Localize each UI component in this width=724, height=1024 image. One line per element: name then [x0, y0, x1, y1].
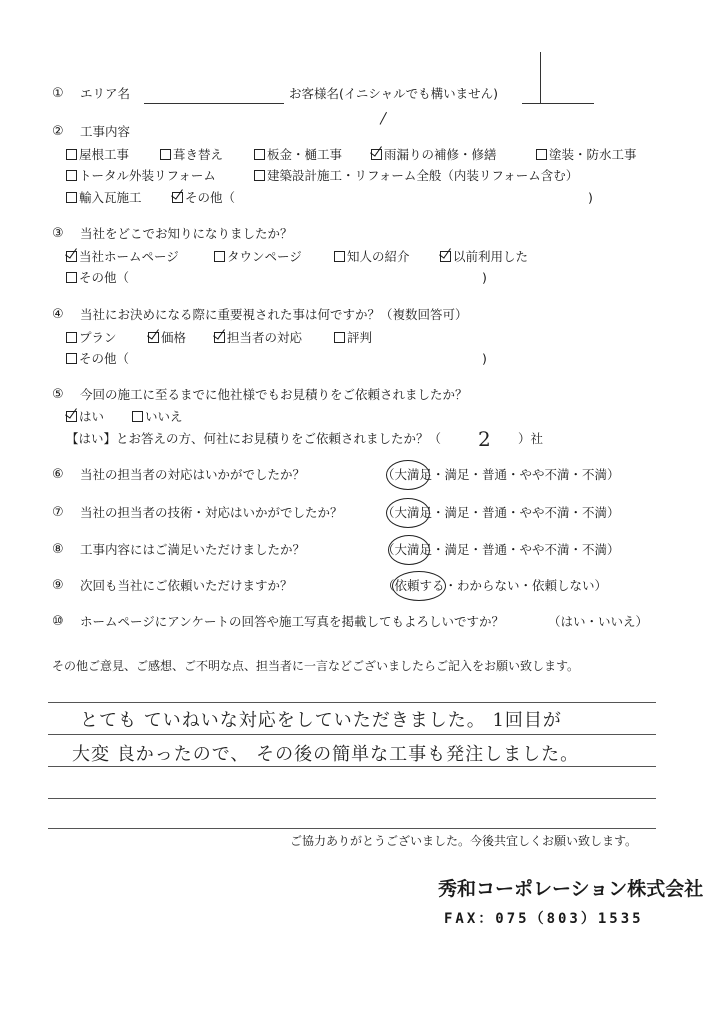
q10-label: ホームページにアンケートの回答や施工写真を掲載してもよろしいですか？	[80, 614, 505, 629]
q4-number: ④	[52, 307, 64, 322]
q2-number: ②	[52, 124, 64, 139]
q2-option-leak-repair[interactable]: 雨漏りの補修・修繕	[371, 147, 497, 163]
checkbox[interactable]	[334, 332, 345, 343]
q5-count-handwritten[interactable]: 2	[478, 427, 492, 451]
checkbox[interactable]	[214, 251, 225, 262]
comment-line-5	[48, 828, 656, 829]
q1-customer-label: お客様名(イニシャルでも構いません)	[289, 86, 499, 101]
checkbox[interactable]	[160, 149, 171, 160]
q10-scale: （はい・いいえ）	[548, 614, 649, 629]
q2-option-painting[interactable]: 塗装・防水工事	[536, 147, 637, 163]
q8-number: ⑧	[52, 542, 64, 557]
checkbox[interactable]	[536, 149, 547, 160]
q5-followup: 【はい】とお答えの方、何社にお見積りをご依頼されましたか？（	[66, 431, 442, 446]
q9-scale: （依頼する・わからない・依頼しない）	[382, 578, 608, 593]
checkbox[interactable]	[66, 192, 77, 203]
closing-message: ご協力ありがとうございました。今後共宜しくお願い致します。	[290, 834, 638, 848]
q8-scale: （大満足・満足・普通・やや不満・不満）	[382, 542, 620, 557]
checkbox[interactable]	[66, 149, 77, 160]
q2-option-reroof[interactable]: 葺き替え	[160, 147, 223, 163]
checkbox-checked[interactable]	[66, 411, 77, 422]
comments-prompt: その他ご意見、ご感想、ご不明な点、担当者に一言などございましたらご記入をお願い致します。	[52, 659, 580, 673]
comment-handwritten-line-1[interactable]: とても ていねいな対応をしていただきました。 1回目が	[80, 710, 562, 731]
q9-label: 次回も当社にご依頼いただけますか？	[80, 578, 293, 593]
q5-followup-end: ）社	[518, 431, 544, 446]
checkbox[interactable]	[334, 251, 345, 262]
checkbox-checked[interactable]	[214, 332, 225, 343]
scan-mark	[540, 52, 541, 104]
checkbox[interactable]	[132, 411, 143, 422]
checkbox-checked[interactable]	[66, 251, 77, 262]
q5-label: 今回の施工に至るまでに他社様でもお見積りをご依頼されましたか？	[80, 387, 468, 402]
checkbox[interactable]	[254, 170, 265, 181]
q9-number: ⑨	[52, 578, 64, 593]
q2-option-sheetmetal[interactable]: 板金・樋工事	[254, 147, 342, 163]
checkbox[interactable]	[66, 332, 77, 343]
q6-number: ⑥	[52, 467, 64, 482]
q5-option-no[interactable]: いいえ	[132, 409, 183, 425]
q7-number: ⑦	[52, 505, 64, 520]
comment-handwritten-line-2[interactable]: 大変 良かったので、 その後の簡単な工事も発注しました。	[72, 744, 580, 765]
q2-option-exterior[interactable]: トータル外装リフォーム	[66, 168, 216, 184]
q2-option-roof[interactable]: 屋根工事	[66, 147, 129, 163]
q8-label: 工事内容にはご満足いただけましたか？	[80, 542, 306, 557]
q2-option-imported-tile[interactable]: 輸入瓦施工	[66, 190, 142, 206]
q9-answer-circle	[392, 571, 446, 601]
q3-option-townpage[interactable]: タウンページ	[214, 249, 302, 265]
q4-option-price[interactable]: 価格	[148, 330, 186, 346]
comment-line-2	[48, 734, 656, 735]
q7-answer-circle	[386, 498, 430, 528]
q2-option-other[interactable]: その他（	[172, 190, 235, 206]
checkbox-checked[interactable]	[440, 251, 451, 262]
q4-option-other[interactable]: その他（	[66, 351, 129, 367]
q3-option-previous[interactable]: 以前利用した	[440, 249, 528, 265]
checkbox[interactable]	[254, 149, 265, 160]
q7-label: 当社の担当者の技術・対応はいかがでしたか？	[80, 505, 343, 520]
q5-number: ⑤	[52, 387, 64, 402]
fax-number: FAX：075（803）1535	[444, 911, 644, 927]
q2-label: 工事内容	[80, 124, 131, 139]
q6-label: 当社の担当者の対応はいかがでしたか？	[80, 467, 306, 482]
q7-scale: （大満足・満足・普通・やや不満・不満）	[382, 505, 620, 520]
check-stroke	[380, 112, 387, 125]
checkbox-checked[interactable]	[371, 149, 382, 160]
q3-option-homepage[interactable]: 当社ホームページ	[66, 249, 179, 265]
q1-number: ①	[52, 86, 64, 101]
q4-option-reputation[interactable]: 評判	[334, 330, 372, 346]
q4-label: 当社にお決めになる際に重要視された事は何ですか？（複数回答可）	[80, 307, 468, 322]
q2-option-design-build[interactable]: 建築設計施工・リフォーム全般（内装リフォーム含む）	[254, 168, 578, 184]
q4-option-plan[interactable]: プラン	[66, 330, 117, 346]
q2-close-paren: )	[588, 190, 593, 205]
q6-answer-circle	[386, 460, 430, 490]
checkbox[interactable]	[66, 272, 77, 283]
checkbox[interactable]	[66, 170, 77, 181]
q1-customer-field[interactable]	[522, 103, 594, 104]
company-name: 秀和コーポレーション株式会社	[438, 878, 704, 900]
checkbox-checked[interactable]	[172, 192, 183, 203]
checkbox[interactable]	[66, 353, 77, 364]
comment-line-4	[48, 798, 656, 799]
q3-option-other[interactable]: その他（	[66, 270, 129, 286]
comment-line-1	[48, 702, 656, 703]
q4-close-paren: )	[482, 351, 487, 366]
q1-area-label: エリア名	[80, 86, 131, 101]
q6-scale: （大満足・満足・普通・やや不満・不満）	[382, 467, 620, 482]
q3-close-paren: )	[482, 270, 487, 285]
comment-line-3	[48, 766, 656, 767]
checkbox-checked[interactable]	[148, 332, 159, 343]
q5-option-yes[interactable]: はい	[66, 409, 104, 425]
q10-number: ⑩	[52, 614, 64, 629]
q4-option-staff[interactable]: 担当者の対応	[214, 330, 302, 346]
q8-answer-circle	[388, 535, 430, 565]
q3-number: ③	[52, 226, 64, 241]
q3-option-referral[interactable]: 知人の紹介	[334, 249, 410, 265]
q3-label: 当社をどこでお知りになりましたか？	[80, 226, 293, 241]
q1-area-field[interactable]	[144, 103, 284, 104]
